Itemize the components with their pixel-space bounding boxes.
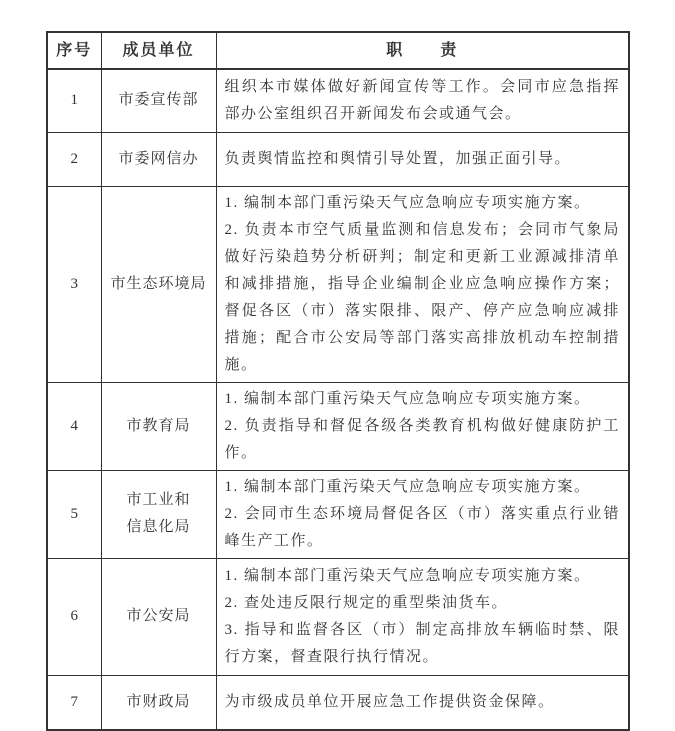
row-duty-cell <box>216 132 629 186</box>
row-number-cell: 3 <box>47 186 101 382</box>
row-duty-cell <box>216 69 629 132</box>
table-row <box>47 558 629 675</box>
table-header-row <box>47 32 629 69</box>
duty-item: 1. 编制本部门重污染天气应急响应专项实施方案。 <box>224 194 591 211</box>
duty-item: 组织本市媒体做好新闻宣传等工作。会同市应急指挥部办公室组织召开新闻发布会或通气会。 <box>224 78 620 122</box>
member-duties-table <box>46 31 630 731</box>
row-duty-cell <box>216 675 629 730</box>
duty-item: 2. 会同市生态环境局督促各区（市）落实重点行业错峰生产工作。 <box>224 505 620 549</box>
header-seq-number: 序号 <box>47 32 101 69</box>
table-row <box>47 69 629 132</box>
row-duty-cell <box>216 558 629 675</box>
row-unit-cell: 市教育局 <box>101 382 216 470</box>
row-number-cell: 6 <box>47 558 101 675</box>
duty-item: 2. 负责指导和督促各级各类教育机构做好健康防护工作。 <box>224 417 620 461</box>
row-number-cell: 5 <box>47 470 101 558</box>
row-unit-cell: 市公安局 <box>101 558 216 675</box>
row-unit-cell: 市委宣传部 <box>101 69 216 132</box>
table-row <box>47 132 629 186</box>
header-member-unit: 成员单位 <box>101 32 216 69</box>
duty-item: 1. 编制本部门重污染天气应急响应专项实施方案。 <box>224 478 591 495</box>
row-unit-cell: 市委网信办 <box>101 132 216 186</box>
row-number-cell: 4 <box>47 382 101 470</box>
duty-item: 1. 编制本部门重污染天气应急响应专项实施方案。 <box>224 390 591 407</box>
row-duty-cell <box>216 470 629 558</box>
duty-item: 2. 负责本市空气质量监测和信息发布；会同市气象局做好污染趋势分析研判；制定和更新工业源减排清单和减排措施，指导企业编制企业应急响应操作方案；督促各区（市）落实限排、限产、停产应急响应减排措施；配合市公安局等部门落实高排放机动车控制措施。 <box>224 221 620 373</box>
table-row <box>47 470 629 558</box>
duty-item: 为市级成员单位开展应急工作提供资金保障。 <box>224 693 555 710</box>
duty-item: 负责舆情监控和舆情引导处置，加强正面引导。 <box>224 150 572 167</box>
row-unit-cell: 市财政局 <box>101 675 216 730</box>
row-duty-cell <box>216 382 629 470</box>
row-duty-cell <box>216 186 629 382</box>
table-row <box>47 186 629 382</box>
table-row <box>47 675 629 730</box>
table-body <box>47 69 629 730</box>
header-duty: 职 责 <box>216 32 629 69</box>
duty-item: 3. 指导和监督各区（市）制定高排放车辆临时禁、限行方案，督查限行执行情况。 <box>224 621 620 665</box>
duty-item: 2. 查处违反限行规定的重型柴油货车。 <box>224 594 509 611</box>
row-number-cell: 2 <box>47 132 101 186</box>
duty-item: 1. 编制本部门重污染天气应急响应专项实施方案。 <box>224 567 591 584</box>
row-number-cell: 7 <box>47 675 101 730</box>
row-unit-cell: 市工业和 信息化局 <box>101 470 216 558</box>
row-number-cell: 1 <box>47 69 101 132</box>
row-unit-cell: 市生态环境局 <box>101 186 216 382</box>
table-row <box>47 382 629 470</box>
